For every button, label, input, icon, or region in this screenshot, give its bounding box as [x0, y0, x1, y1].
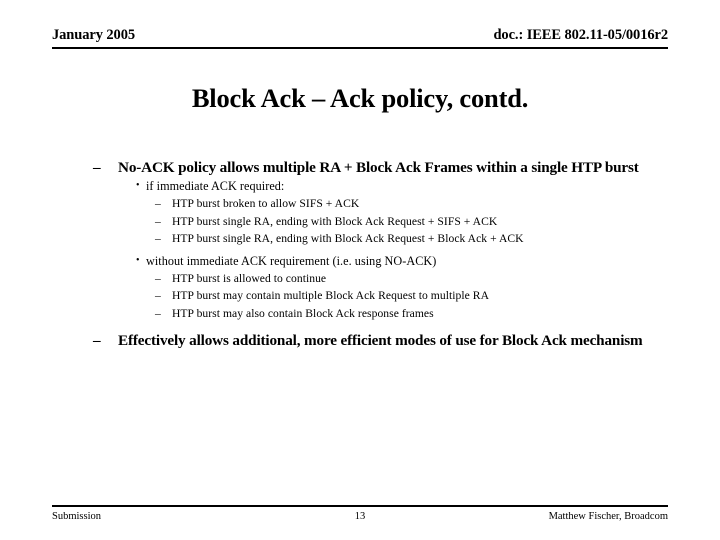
list-item-label: Effectively allows additional, more efficient modes of use for Block Ack mechanism [118, 332, 643, 349]
list-item-label: HTP burst may contain multiple Block Ack Request to multiple RA [172, 289, 490, 302]
dash-marker-icon: – [155, 197, 161, 210]
footer-author-label: Matthew Fischer, Broadcom [548, 511, 668, 522]
bullet-list-level-3-a [52, 195, 668, 248]
list-item [52, 230, 668, 248]
bullet-marker-icon: • [136, 180, 140, 191]
dash-marker-icon: – [155, 289, 161, 302]
slide-body [52, 158, 668, 351]
dash-marker-icon: – [155, 271, 161, 285]
dash-marker-icon: – [155, 232, 161, 245]
list-item-label: HTP burst is allowed to continue [172, 271, 327, 285]
list-item [52, 305, 668, 323]
list-item-label: if immediate ACK required: [146, 179, 285, 193]
bullet-list-level-1 [52, 158, 668, 178]
footer-submission-label: Submission [52, 511, 102, 522]
list-item [52, 253, 668, 270]
header-document-number: doc.: IEEE 802.11-05/0016r2 [493, 27, 668, 43]
dash-marker-icon: – [155, 306, 161, 320]
spacer [52, 322, 668, 331]
bullet-marker-icon: • [136, 254, 140, 266]
dash-marker-icon: – [93, 332, 101, 349]
bullet-list-level-1-b [52, 331, 668, 351]
list-item [52, 178, 668, 195]
header-date: January 2005 [52, 27, 135, 43]
header-divider [52, 47, 668, 49]
list-item [52, 287, 668, 305]
list-item-label: No-ACK policy allows multiple RA + Block Ack Frames within a single HTP burst [118, 159, 639, 176]
list-item-label: HTP burst broken to allow SIFS + ACK [172, 197, 360, 210]
list-item-label: HTP burst single RA, ending with Block Ack Request + SIFS + ACK [172, 214, 498, 228]
page-title: Block Ack – Ack policy, contd. [191, 83, 529, 113]
dash-marker-icon: – [93, 159, 101, 176]
footer-divider [52, 505, 668, 507]
footer-page-number: 13 [354, 511, 366, 522]
list-item [52, 331, 668, 351]
list-item [52, 158, 668, 178]
bullet-list-level-2-a [52, 178, 668, 195]
bullet-list-level-3-b [52, 270, 668, 323]
list-item [52, 195, 668, 213]
list-item-label: HTP burst may also contain Block Ack response frames [172, 306, 434, 320]
header-row [52, 26, 668, 44]
list-item [52, 213, 668, 231]
slide-header [52, 26, 668, 50]
list-item-label: HTP burst single RA, ending with Block Ack Request + Block Ack + ACK [172, 232, 524, 245]
list-item-label: without immediate ACK requirement (i.e. using NO-ACK) [146, 253, 437, 268]
bullet-list-level-2-b [52, 253, 668, 270]
list-item [52, 270, 668, 288]
dash-marker-icon: – [155, 214, 161, 228]
